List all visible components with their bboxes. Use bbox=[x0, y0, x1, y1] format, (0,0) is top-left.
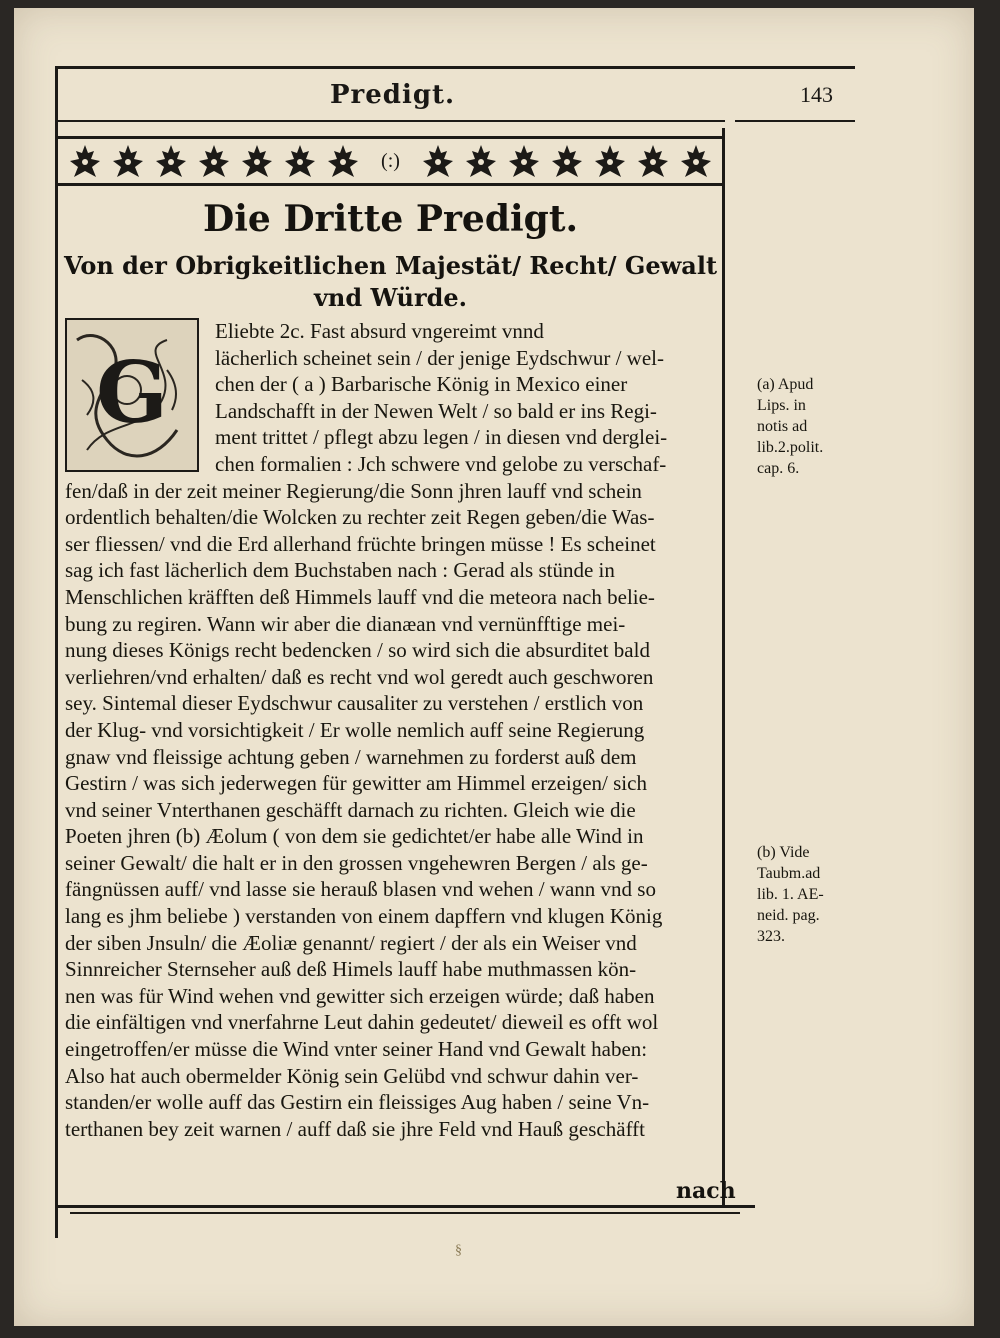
sermon-title: Die Dritte Predigt. bbox=[202, 198, 578, 240]
body-line: lang es jhm beliebe ) verstanden von einem dapffern vnd klugen König bbox=[65, 904, 663, 929]
margin-note-b-line: 323. bbox=[757, 928, 785, 945]
subtitle-line-2: vnd Würde. bbox=[313, 283, 467, 312]
ornament-center-mark: (:) bbox=[381, 149, 400, 172]
body-line: chen formalien : Jch schwere vnd gelobe zu verschaf- bbox=[215, 451, 667, 476]
margin-note-a-line: notis ad bbox=[757, 418, 808, 435]
margin-note-b-line: (b) Vide bbox=[757, 844, 810, 861]
body-line: vnd seiner Vnterthanen geschäfft darnach zu richten. Gleich wie die bbox=[65, 797, 636, 822]
body-line: ordentlich behalten/die Wolcken zu rechter zeit Regen geben/die Was- bbox=[65, 505, 655, 530]
fleuron-row-left-icon bbox=[64, 141, 364, 181]
fleuron-icon bbox=[466, 145, 496, 177]
ornament-band bbox=[58, 136, 723, 186]
body-line: verliehren/vnd erhalten/ daß es recht vnd wol geredt auch geschworen bbox=[65, 664, 654, 689]
body-line: Menschlichen kräfften deß Himmels lauff vnd die meteora nach belie- bbox=[65, 584, 655, 609]
body-line: sag ich fast lächerlich dem Buchstaben nach : Gerad als stünde in bbox=[65, 558, 615, 583]
body-line: Also hat auch obermelder König sein Gelübd vnd schwur dahin ver- bbox=[65, 1063, 639, 1088]
subtitle-line-1: Von der Obrigkeitlichen Majestät/ Recht/ Gewalt bbox=[63, 251, 718, 280]
body-line: seiner Gewalt/ die halt er in den grossen vngehewren Bergen / als ge- bbox=[65, 850, 648, 875]
initial-letter: G bbox=[96, 343, 168, 442]
fleuron-icon bbox=[285, 145, 315, 177]
fleuron-icon bbox=[681, 145, 711, 177]
sermon-subtitle bbox=[58, 250, 723, 314]
fleuron-icon bbox=[113, 145, 143, 177]
body-line: Gestirn / was sich jederwegen für gewitter am Himmel erzeigen/ sich bbox=[65, 771, 647, 796]
body-line: nung dieses Königs recht bedencken / so wird sich die absurditet bald bbox=[65, 638, 650, 663]
body-line: die einfältigen vnd vnerfahrne Leut dahin gedeutet/ dieweil es offt wol bbox=[65, 1010, 659, 1035]
header-rule-margin bbox=[735, 120, 855, 122]
margin-note-b bbox=[757, 842, 857, 947]
fleuron-icon bbox=[509, 145, 539, 177]
body-line: lächerlich scheinet sein / der jenige Eydschwur / wel- bbox=[215, 345, 664, 370]
body-line: nen was für Wind wehen vnd gewitter sich erzeigen würde; daß haben bbox=[65, 983, 655, 1008]
body-line: Poeten jhren (b) Æolum ( von dem sie gedichtet/er habe alle Wind in bbox=[65, 824, 644, 849]
margin-note-a-line: Lips. in bbox=[757, 397, 806, 414]
body-line: gnaw vnd fleissige achtung geben / warnehmen zu forderst auß dem bbox=[65, 744, 637, 769]
fleuron-icon bbox=[70, 145, 100, 177]
body-line: Landschafft in der Newen Welt / so bald er ins Regi- bbox=[215, 398, 657, 423]
body-text bbox=[65, 318, 721, 1142]
fleuron-icon bbox=[199, 145, 229, 177]
frame-left-rule bbox=[55, 66, 58, 1238]
fleuron-row-right-icon bbox=[417, 141, 717, 181]
fleuron-icon bbox=[552, 145, 582, 177]
body-line: chen der ( a ) Barbarische König in Mexico einer bbox=[215, 372, 628, 397]
catchword: nach bbox=[676, 1178, 736, 1204]
fleuron-icon bbox=[156, 145, 186, 177]
margin-note-a bbox=[757, 374, 857, 479]
margin-note-b-line: neid. pag. bbox=[757, 907, 820, 924]
body-line: der Klug- vnd vorsichtigkeit / Er wolle nemlich auff seine Regierung bbox=[65, 717, 645, 742]
running-head: Predigt. bbox=[330, 80, 456, 110]
body-line: der siben Jnsuln/ die Æoliæ genannt/ regiert / der als ein Weiser vnd bbox=[65, 930, 637, 955]
fleuron-icon bbox=[638, 145, 668, 177]
body-line: fängnüssen auff/ vnd lasse sie herauß blasen vnd wehen / wann vnd so bbox=[65, 877, 656, 902]
header-rule bbox=[55, 120, 725, 122]
fleuron-icon bbox=[423, 145, 453, 177]
frame-bottom-rule-inner bbox=[70, 1212, 740, 1214]
body-line: Eliebte 2c. Fast absurd vngereimt vnnd bbox=[215, 319, 544, 343]
frame-bottom-rule bbox=[55, 1205, 755, 1208]
body-line: Sinnreicher Sternseher auß deß Himels lauff habe muthmassen kön- bbox=[65, 957, 637, 982]
body-line: fen/daß in der zeit meiner Regierung/die Sonn jhren lauff vnd schein bbox=[65, 478, 642, 503]
body-line: standen/er wolle auff das Gestirn ein fleissiges Aug haben / seine Vn- bbox=[65, 1090, 650, 1115]
margin-note-a-line: (a) Apud bbox=[757, 376, 814, 393]
fleuron-icon bbox=[242, 145, 272, 177]
body-line: sey. Sintemal dieser Eydschwur causaliter zu verstehen / erstlich von bbox=[65, 691, 644, 716]
fleuron-icon bbox=[595, 145, 625, 177]
body-line: bung zu regiren. Wann wir aber die dianæan vnd vernünfftige mei- bbox=[65, 611, 626, 636]
body-line: ser fliessen/ vnd die Erd allerhand früchte bringen müsse ! Es scheinet bbox=[65, 531, 656, 556]
frame-top-rule bbox=[55, 66, 855, 69]
body-line: ment trittet / pflegt abzu legen / in diesen vnd derglei- bbox=[215, 425, 668, 450]
body-line: terthanen bey zeit warnen / auff daß sie jhre Feld vnd Hauß geschäfft bbox=[65, 1116, 646, 1141]
signature-mark: § bbox=[455, 1243, 462, 1258]
fleuron-icon bbox=[328, 145, 358, 177]
margin-note-b-line: lib. 1. AE- bbox=[757, 886, 824, 903]
margin-note-a-line: lib.2.polit. bbox=[757, 439, 824, 456]
margin-note-a-line: cap. 6. bbox=[757, 460, 800, 477]
body-line: eingetroffen/er müsse die Wind vnter seiner Hand vnd Gewalt haben: bbox=[65, 1037, 648, 1062]
page-number: 143 bbox=[800, 82, 833, 107]
margin-note-b-line: Taubm.ad bbox=[757, 865, 821, 882]
